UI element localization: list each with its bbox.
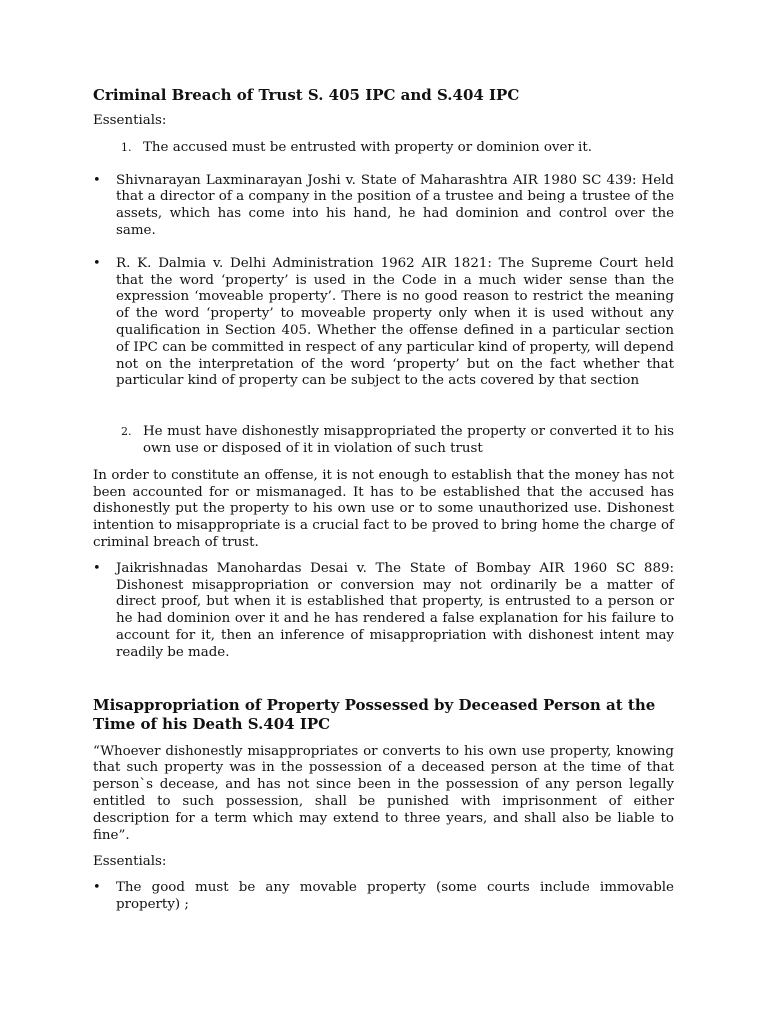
numbered-point-2 — [93, 424, 674, 458]
bullet-icon: • — [93, 880, 101, 896]
case-text: Jaikrishnadas Manohardas Desai v. The State of Bombay AIR 1960 SC 889: Dishonest misappropriation or conversion may not ordinarily be a matter of direct proof, but when it is established that property, is entrusted to a person or he had dominion over it and he has rendered a false explanation for his failure to account for it, then an inference of misappropriation with dishonest intent may readily be made. — [116, 560, 674, 660]
case-text: R. K. Dalmia v. Delhi Administration 1962 AIR 1821: The Supreme Court held that the word ‘property’ is used in the Code in a much wider sense than the expression ‘moveable property’. There is no good reason to restrict the meaning of the word ‘property’ to moveable property only when it is used without any qualification in Section 405. Whether the offense defined in a particular section of IPC can be committed in respect of any particular kind of property, will depend not on the interpretation of the word ‘property’ but on the fact whether that particular kind of property can be subject to the acts covered by that section — [116, 255, 674, 389]
list-item-text: He must have dishonestly misappropriated the property or converted it to his own use or disposed of it in violation of such trust — [143, 424, 674, 456]
section-title-misappropriation: Misappropriation of Property Possessed by Deceased Person at the Time of his Death S.404 IPC — [93, 695, 656, 733]
bullet-case-dalmia — [93, 256, 674, 390]
section-quote: “Whoever dishonestly misappropriates or converts to his own use property, knowing that such property was in the possession of a deceased person at the time of that person`s decease, and has not since been in the possession of any person legally entitled to such possession, shall be punished with imprisonment of either description for a term which may extend to three years, and shall also be liable to fine”. — [93, 743, 674, 843]
numbered-point-1 — [93, 140, 674, 157]
list-number: 1. — [121, 140, 132, 154]
case-text: Shivnarayan Laxminarayan Joshi v. State of Maharashtra AIR 1980 SC 439: Held that a director of a company in the position of a trustee and being a trustee of the assets, which has come into his hand, he had dominion and control over the same. — [116, 172, 674, 238]
body-paragraph: In order to constitute an offense, it is not enough to establish that the money has not been accounted for or mismanaged. It has to be established that the accused has dishonestly put the property to his own use or to some unauthorized use. Dishonest intention to misappropriate is a crucial fact to be proved to bring home the charge of criminal breach of trust. — [93, 467, 674, 550]
essentials-label: Essentials: — [93, 113, 167, 128]
bullet-icon: • — [93, 255, 101, 271]
bullet-essential-movable-property — [93, 880, 674, 914]
bullet-icon: • — [93, 560, 101, 576]
essentials-label: Essentials: — [93, 854, 167, 870]
section-title-criminal-breach-of-trust: Criminal Breach of Trust S. 405 IPC and S.404 IPC — [93, 86, 520, 104]
bullet-case-joshi — [93, 173, 674, 240]
bullet-case-desai — [93, 561, 674, 662]
list-item-text: The accused must be entrusted with property or dominion over it. — [143, 139, 592, 155]
bullet-icon: • — [93, 172, 101, 188]
document-page — [93, 86, 674, 914]
essential-text: The good must be any movable property (some courts include immovable property) ; — [116, 880, 674, 912]
list-number: 2. — [121, 425, 132, 439]
